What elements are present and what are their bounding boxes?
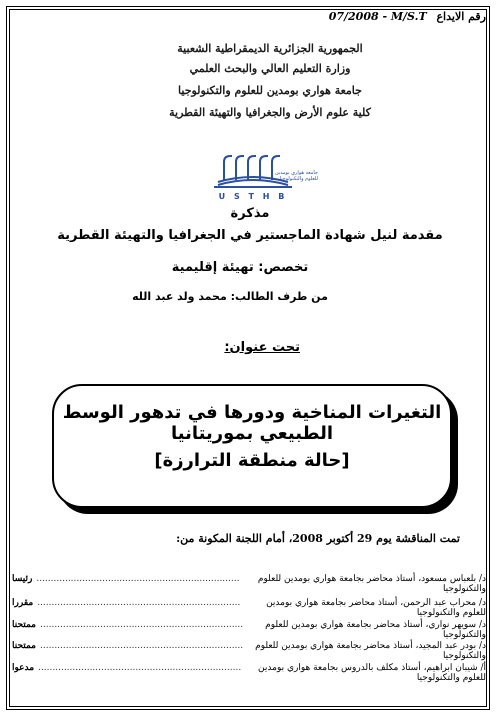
header-republic: الجمهورية الجزائرية الديمقراطية الشعبية [177,42,363,55]
deposit-number [329,10,486,23]
committee-member: د/ بودر عبد المجيد، أستاذ محاضر بجامعة هواري بومدين للعلوم والتكنولوجيا ....................................................................... ممتحنا [12,641,486,661]
thesis-title-line1: التغيرات المناخية ودورها في تدهور الوسط الطبيعي بموريتانيا [62,402,442,444]
defense-statement: تمت المناقشة يوم 29 أكتوبر 2008، أمام اللجنة المكونة من: [176,532,460,545]
header-faculty: كلية علوم الأرض والجغرافيا والتهيئة القطرية [169,106,371,119]
thesis-title-box [52,384,452,508]
committee-member-name: د/ سويهر نواري، أستاذ محاضر بجامعة هواري بومدين للعلوم والتكنولوجيا [265,620,486,640]
header-ministry: وزارة التعليم العالي والبحث العلمي [189,62,351,75]
committee-member-role: ممتحنا [12,620,37,630]
logo-latin-text: U S T H B [218,192,288,201]
specialty-text: تخصص: تهيئة إقليمية [171,260,309,275]
committee-member-role: مدعوا [12,663,35,673]
deposit-label: رقم الايداع [436,10,486,23]
committee-member-role: مقررا [12,598,34,608]
committee-member: د/ بلعباس مسعود، أستاذ محاضر بجامعة هواري بومدين للعلوم والتكنولوجيا ....................................................................... رئيسا [12,574,486,594]
under-title-label: تحت عنوان: [224,340,300,355]
committee-member-name: د/ بودر عبد المجيد، أستاذ محاضر بجامعة هواري بومدين للعلوم والتكنولوجيا [255,641,486,661]
committee-member-role: رئيسا [12,574,33,584]
committee-member: د/ سويهر نواري، أستاذ محاضر بجامعة هواري بومدين للعلوم والتكنولوجيا ....................................................................... ممتحنا [12,620,486,640]
memo-label: مذكرة [230,206,270,221]
committee-member-name: د/ بلعباس مسعود، أستاذ محاضر بجامعة هواري بومدين للعلوم والتكنولوجيا [257,574,486,594]
student-text: من طرف الطالب: محمد ولد عبد الله [132,290,328,303]
university-logo [210,148,318,204]
committee-member: أ/ شيبان ابراهيم، أستاذ مكلف بالدروس بجامعة هواري بومدين للعلوم والتكنولوجيا ....................................................................... مدعوا [12,663,486,683]
logo-arabic-text: جامعة هواري بومدين للعلوم والتكنولوجيا [275,170,318,182]
committee-member-name: أ/ شيبان ابراهيم، أستاذ مكلف بالدروس بجامعة هواري بومدين للعلوم والتكنولوجيا [258,663,486,683]
header-university: جامعة هواري بومدين للعلوم والتكنولوجيا [178,84,362,97]
deposit-code: 07/2008 - M/S.T [328,10,427,23]
committee-member-role: ممتحنا [12,641,37,651]
degree-text: مقدمة لنيل شهادة الماجستير في الجغرافيا والتهيئة القطرية [57,228,443,243]
committee-member: د/ محراب عبد الرحمن، أستاذ محاضر بجامعة هواري بومدين للعلوم والتكنولوجيا ....................................................................... مقررا [12,598,486,618]
committee-member-name: د/ محراب عبد الرحمن، أستاذ محاضر بجامعة هواري بومدين للعلوم والتكنولوجيا [266,598,486,618]
thesis-title-line2: [حالة منطقة الترارزة] [154,450,350,471]
